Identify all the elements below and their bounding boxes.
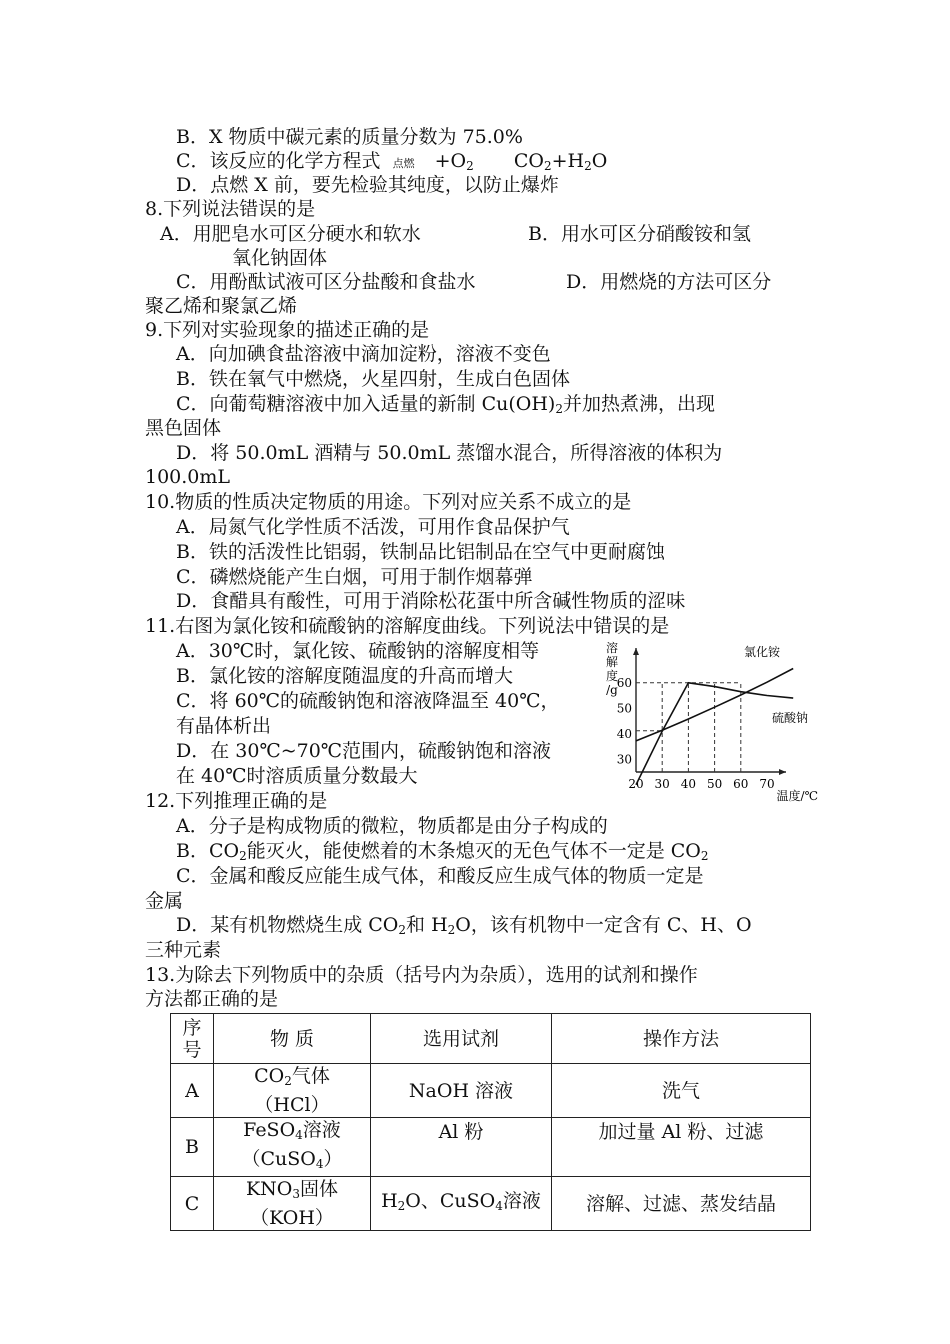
- q9-stem: 9.下列对实验现象的描述正确的是: [145, 319, 430, 341]
- q8-option-c: C．用酚酞试液可区分盐酸和食盐水: [176, 271, 476, 293]
- q9-option-d: D．将 50.0mL 酒精与 50.0mL 蒸馏水混合，所得溶液的体积为: [176, 442, 723, 464]
- q12-stem: 12.下列推理正确的是: [145, 790, 328, 812]
- q10-option-c: C．磷燃烧能产生白烟，可用于制作烟幕弹: [176, 566, 533, 588]
- y-tick-label: 50: [616, 701, 632, 716]
- y-axis-label: 度: [605, 669, 619, 683]
- q11-option-d: D．在 30℃~70℃范围内，硫酸钠饱和溶液: [176, 740, 552, 762]
- x-tick-label: 70: [759, 777, 775, 791]
- q13-table: [170, 1013, 811, 1231]
- row-reagent: Al 粉: [371, 1118, 552, 1177]
- row-substance: $CO_2$气体 （HCl）: [214, 1064, 371, 1118]
- y-tick-label: 30: [616, 752, 632, 767]
- q12-option-a: A．分子是构成物质的微粒，物质都是由分子构成的: [176, 815, 608, 837]
- x-tick-label: 40: [680, 777, 697, 791]
- y-axis-label: 解: [605, 655, 619, 669]
- q9-option-c-cont: 黑色固体: [145, 417, 222, 439]
- q12-option-d-cont: 三种元素: [145, 939, 222, 961]
- q9-option-c: C．向葡萄糖溶液中加入适量的新制 $Cu(OH)_2$并加热煮沸，出现: [176, 393, 715, 416]
- row-no: B: [171, 1118, 214, 1177]
- q13-stem-cont: 方法都正确的是: [145, 988, 279, 1010]
- q8-option-d: D．用燃烧的方法可区分: [566, 271, 772, 293]
- table-header-row: [171, 1014, 811, 1064]
- x-tick-label: 60: [733, 777, 749, 791]
- q8-option-a: A．用肥皂水可区分硬水和软水: [160, 223, 421, 245]
- q9-option-a: A．向加碘食盐溶液中滴加淀粉，溶液不变色: [176, 343, 551, 365]
- row-method: 加过量 Al 粉、过滤: [552, 1118, 811, 1177]
- solubility-chart: [596, 636, 830, 806]
- q10-option-a: A．局氮气化学性质不活泼，可用作食品保护气: [176, 516, 570, 538]
- q10-option-b: B．铁的活泼性比铝弱，铁制品比铝制品在空气中更耐腐蚀: [176, 541, 665, 563]
- q7-option-b: B．X 物质中碳元素的质量分数为 75.0%: [176, 126, 523, 148]
- q7-option-d: D．点燃 X 前，要先检验其纯度，以防止爆炸: [176, 174, 559, 196]
- row-method: 洗气: [552, 1064, 811, 1118]
- row-no: C: [171, 1177, 214, 1231]
- row-method: 溶解、过滤、蒸发结晶: [552, 1177, 811, 1231]
- y-axis-label: /g: [606, 683, 618, 697]
- q9-option-d-cont: 100.0mL: [145, 466, 231, 488]
- reaction-condition: 点燃: [392, 157, 415, 170]
- q13-stem: 13.为除去下列物质中的杂质（括号内为杂质），选用的试剂和操作: [145, 964, 698, 986]
- row-substance: FeSO$_4$溶液 （CuSO$_4$）: [214, 1118, 371, 1177]
- q8-option-b-cont: 氧化钠固体: [232, 247, 328, 269]
- q7-option-c: C．该反应的化学方程式 点燃 $+O_2$ $CO_2+H_2O$: [176, 150, 608, 173]
- y-tick-label: 60: [616, 675, 632, 690]
- y-tick-label: 40: [616, 726, 632, 741]
- q10-option-d: D．食醋具有酸性，可用于消除松花蛋中所含碱性物质的涩味: [176, 590, 686, 612]
- header-substance: 物 质: [214, 1014, 371, 1064]
- q11-option-b: B．氯化铵的溶解度随温度的升高而增大: [176, 665, 513, 687]
- q11-stem: 11.右图为氯化铵和硫酸钠的溶解度曲线。下列说法中错误的是: [145, 615, 670, 637]
- q11-option-c: C．将 60℃的硫酸钠饱和溶液降温至 40℃，: [176, 690, 560, 712]
- q11-option-a: A．30℃时，氯化铵、硫酸钠的溶解度相等: [176, 640, 540, 662]
- row-no: A: [171, 1064, 214, 1118]
- q8-option-d-cont: 聚乙烯和聚氯乙烯: [145, 295, 298, 317]
- header-no: 序 号: [171, 1014, 214, 1064]
- y-axis-label: 溶: [605, 641, 619, 655]
- row-reagent: $H_2O$、CuSO$_4$溶液: [371, 1177, 552, 1231]
- q11-option-c-cont: 有晶体析出: [176, 715, 272, 737]
- q10-stem: 10.物质的性质决定物质的用途。下列对应关系不成立的是: [145, 491, 632, 513]
- q11-option-d-cont: 在 40℃时溶质质量分数最大: [176, 765, 418, 787]
- q12-option-c: C．金属和酸反应能生成气体，和酸反应生成气体的物质一定是: [176, 865, 704, 887]
- y-axis-arrow: [633, 648, 639, 655]
- row-reagent: NaOH 溶液: [371, 1064, 552, 1118]
- q12-option-d: D．某有机物燃烧生成 $CO_2$和 $H_2O$，该有机物中一定含有 C、H、O: [176, 914, 752, 937]
- x-tick-label: 30: [654, 777, 670, 791]
- x-tick-label: 50: [706, 777, 723, 791]
- x-tick-label: 20: [628, 777, 644, 791]
- table-row: [171, 1064, 811, 1118]
- row-substance: $KNO_3$固体 （KOH）: [214, 1177, 371, 1231]
- q8-stem: 8.下列说法错误的是: [145, 198, 316, 220]
- legend-label: 氯化铵: [743, 645, 781, 659]
- legend-label: 硫酸钠: [771, 711, 809, 725]
- ammonium-chloride-curve: [636, 669, 793, 741]
- x-axis-label: 温度/℃: [776, 789, 818, 803]
- q12-option-b: B．$CO_2$能灭火，能使燃着的木条熄灭的无色气体不一定是 $CO_2$: [176, 840, 709, 863]
- table-row: [171, 1118, 811, 1177]
- q8-option-b: B．用水可区分硝酸铵和氢: [528, 223, 751, 245]
- q12-option-c-cont: 金属: [145, 890, 184, 912]
- x-axis-arrow: [779, 769, 786, 775]
- table-row: [171, 1177, 811, 1231]
- header-method: 操作方法: [552, 1014, 811, 1064]
- q9-option-b: B．铁在氧气中燃烧，火星四射，生成白色固体: [176, 368, 570, 390]
- header-reagent: 选用试剂: [371, 1014, 552, 1064]
